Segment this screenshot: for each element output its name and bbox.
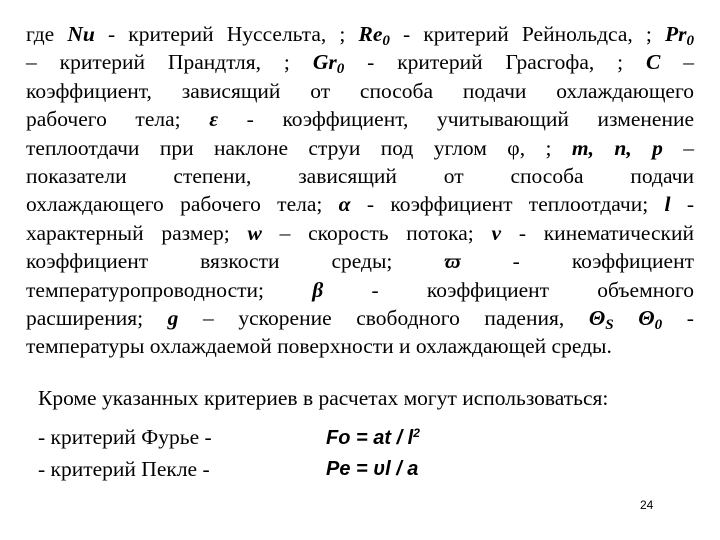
line-text: где: [26, 22, 68, 46]
line-text: показатели степени, зависящий от способа подачи: [26, 163, 694, 188]
symbol-text: 0: [654, 316, 663, 333]
line-text: – ускорение свободного падения,: [178, 305, 589, 330]
paragraph-line: [26, 304, 694, 332]
line-text: расширения;: [26, 305, 168, 330]
line-text: - коэффициент: [460, 249, 694, 274]
line-text: –: [660, 50, 695, 75]
line-text: коэффициент вязкости среды;: [26, 249, 445, 274]
line-text: характерный размер;: [26, 220, 248, 245]
main-paragraph: [26, 20, 694, 361]
paragraph-line: [26, 162, 694, 190]
line-text: - критерий Рейнольдса, ;: [389, 22, 665, 46]
symbol-text: C: [646, 50, 661, 75]
symbol-text: Nu: [67, 22, 95, 46]
line-text: –: [662, 135, 694, 160]
line-text: - коэффициент, учитывающий изменение: [218, 107, 695, 132]
paragraph-line: [26, 247, 694, 275]
symbol-text: 0: [686, 32, 694, 49]
line-text: - кинематический: [501, 220, 694, 245]
line-text: -: [670, 192, 694, 217]
symbol-text: ν: [491, 220, 502, 245]
peclet-formula: Pe = υl / a: [326, 458, 419, 480]
line-text: температуропроводности;: [26, 277, 313, 302]
fourier-formula-text: Fo = at / l: [326, 427, 414, 450]
paragraph-line: [26, 20, 694, 48]
line-text: - коэффициент теплоотдачи;: [350, 192, 665, 217]
paragraph-line: [26, 105, 694, 133]
line-text: теплоотдачи при наклоне струи под углом: [26, 135, 508, 160]
symbol-text: Θ: [588, 305, 606, 330]
line-text: - критерий Нуссельта, ;: [94, 22, 359, 46]
paragraph-line: [26, 332, 694, 360]
symbol-text: Re: [358, 22, 383, 46]
line-text: охлаждающего рабочего тела;: [26, 192, 339, 217]
page-number: 24: [640, 498, 654, 512]
line-text: – критерий Прандтля, ;: [26, 50, 313, 75]
symbol-text: l: [664, 192, 671, 217]
symbol-text: ϖ: [444, 249, 461, 274]
line-text: -: [662, 305, 694, 330]
symbol-text: Pr: [664, 22, 687, 46]
line-text: [614, 306, 639, 330]
line-text: - критерий Грасгофа, ;: [344, 50, 647, 75]
symbol-text: w: [247, 220, 262, 245]
symbol-text: ε: [209, 107, 219, 132]
symbol-text: m, n, p: [571, 135, 663, 160]
paragraph-line: [26, 77, 694, 105]
intro-line: Кроме указанных критериев в расчетах могут использоваться:: [38, 386, 609, 410]
line-text: - коэффициент объемного: [323, 277, 694, 302]
paragraph-line: [26, 190, 694, 218]
symbol-text: 0: [336, 61, 345, 78]
symbol-text: Θ: [638, 305, 655, 330]
paragraph-line: [26, 48, 694, 76]
paragraph-line: [26, 219, 694, 247]
symbol-text: α: [338, 192, 351, 217]
fourier-formula: [326, 426, 420, 450]
symbol-text: β: [312, 277, 324, 302]
paragraph-line: [26, 276, 694, 304]
symbol-text: Gr: [312, 50, 337, 75]
line-text: , ;: [519, 135, 572, 160]
symbol-text: g: [167, 305, 179, 330]
line-text: коэффициент, зависящий от способа подачи охлаждающего: [26, 78, 694, 103]
line-text: – скорость потока;: [261, 220, 492, 245]
line-text: рабочего тела;: [26, 107, 210, 132]
line-text: φ: [507, 135, 520, 160]
symbol-text: 0: [382, 32, 390, 49]
line-text: температуры охлаждаемой поверхности и охлаждающей среды.: [26, 334, 612, 359]
peclet-label: - критерий Пекле -: [38, 457, 210, 481]
fourier-exponent: 2: [413, 426, 420, 440]
paragraph-line: [26, 134, 694, 162]
symbol-text: S: [605, 316, 614, 333]
fourier-label: - критерий Фурье -: [38, 425, 212, 449]
